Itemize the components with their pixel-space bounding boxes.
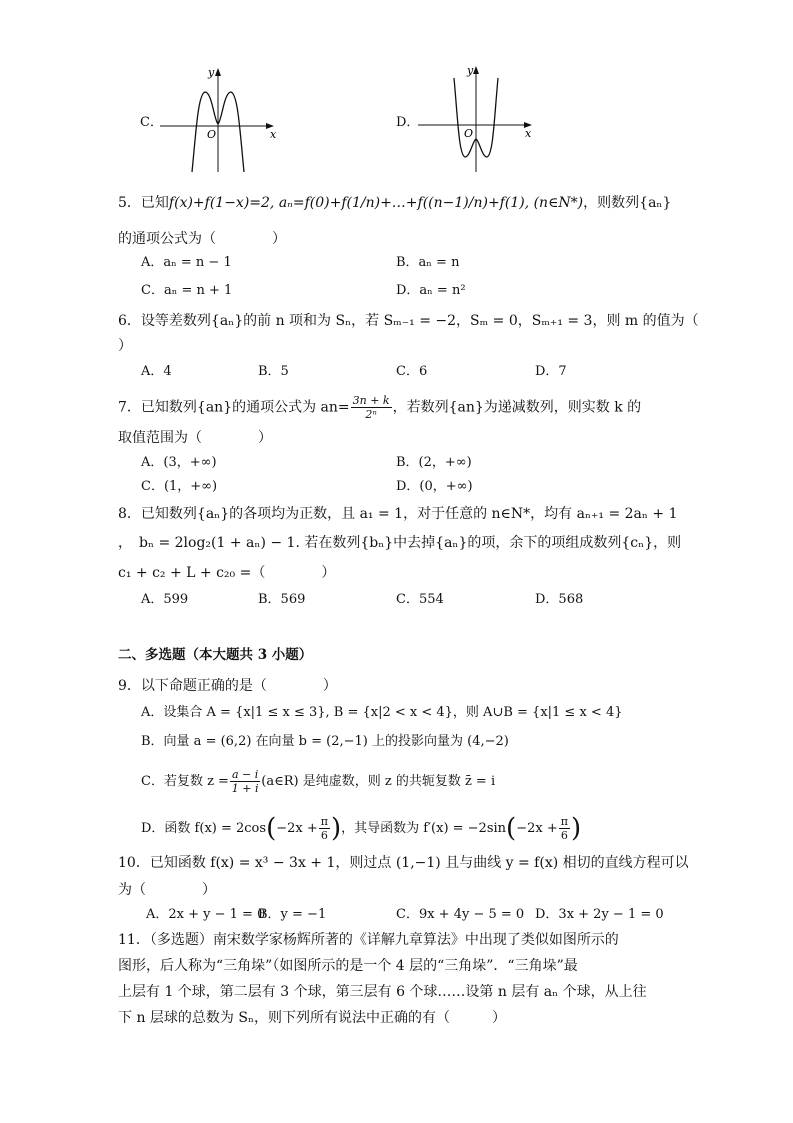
q7-option-c: C．(1，+∞) <box>141 479 218 494</box>
c-axis-x: x <box>270 128 277 141</box>
q6-line2: ） <box>118 338 132 354</box>
q5-option-c: C．aₙ = n + 1 <box>141 283 233 298</box>
q11-line2: 图形，后人称为“三角垛”（如图所示的是一个 4 层的“三角垛”．“三角垛”最 <box>118 958 578 974</box>
q8-option-d: D．568 <box>535 592 584 607</box>
q7-suffix: ，若数列{an}为递减数列，则实数 k 的 <box>392 399 642 416</box>
q5-expression: f(x)+f(1−x)=2, aₙ=f(0)+f(1/n)+…+f((n−1)/n)+f(1), (n∈N*) <box>168 195 584 211</box>
q10-option-d: D．3x + 2y − 1 = 0 <box>535 907 664 922</box>
q6-option-a: A．4 <box>141 364 172 379</box>
c-origin: O <box>207 128 217 141</box>
d-axis-y: y <box>467 64 474 77</box>
q6-option-c: C．6 <box>396 364 428 379</box>
q6-line1: 6．设等差数列{aₙ}的前 n 项和为 Sₙ，若 Sₘ₋₁ = −2，Sₘ = 0，Sₘ₊₁ = 3，则 m 的值为（ <box>118 313 699 329</box>
q7-prefix: 7．已知数列{an}的通项公式为 an= <box>118 399 350 416</box>
option-d-label: D． <box>396 115 420 130</box>
q9-option-b: B．向量 a = (6,2) 在向量 b = (2,−1) 上的投影向量为 (4,−2) <box>141 734 509 749</box>
section-title-multi-choice: 二、多选题（本大题共 3 小题） <box>118 647 313 663</box>
q6-option-d: D．7 <box>535 364 567 379</box>
q8-line2: ， bₙ = 2log₂(1 + aₙ) − 1. 若在数列{bₙ}中去掉{aₙ}的项，余下的项组成数列{cₙ}，则 <box>118 535 682 551</box>
q5-suffix: ，则数列{aₙ} <box>583 195 672 211</box>
q9-stem: 9．以下命题正确的是（ ） <box>118 678 337 694</box>
q7-option-d: D．(0，+∞) <box>396 479 473 494</box>
q8-line1: 8．已知数列{aₙ}的各项均为正数，且 a₁ = 1，对于任意的 n∈N*，均有 aₙ₊₁ = 2aₙ + 1 <box>118 506 678 522</box>
q5-option-d: D．aₙ = n² <box>396 283 466 298</box>
q10-option-b: B．y = −1 <box>258 907 327 922</box>
q11-line1: 11．（多选题）南宋数学家杨辉所著的《详解九章算法》中出现了类似如图所示的 <box>118 932 619 948</box>
d-axis-x: x <box>525 127 532 140</box>
option-c-label: C． <box>140 115 163 130</box>
graph-option-d <box>418 62 548 174</box>
q9-option-a: A．设集合 A = {x|1 ≤ x ≤ 3}, B = {x|2 < x < 4}，则 A∪B = {x|1 ≤ x < 4} <box>141 705 623 720</box>
q7-fraction: $\frac{3n + k}{\text{2ⁿ}}$ <box>352 394 390 421</box>
q7-option-b: B．(2，+∞) <box>396 455 472 470</box>
c-axis-y: y <box>208 66 215 79</box>
q10-option-c: C．9x + 4y − 5 = 0 <box>396 907 525 922</box>
q8-line3: c₁ + c₂ + L + c₂₀ =（ ） <box>118 565 336 581</box>
q9-option-d: D．函数 f(x) = 2cos(−2x + $\frac{\pi}{6}$ )，其导函数为 f′(x) = −2sin(−2x + $\frac{\pi}{6}$ ) <box>141 813 582 844</box>
q7-option-a: A．(3，+∞) <box>141 455 217 470</box>
q5-line1 <box>118 193 671 213</box>
q9-option-c: C．若复数 z = $\frac{a - i}{1 + i}$ (a∈R) 是纯虚数，则 z 的共轭复数 z̄ = i <box>141 768 496 795</box>
d-origin: O <box>464 127 474 140</box>
q10-option-a: A．2x + y − 1 = 0 <box>146 907 266 922</box>
q5-option-b: B．aₙ = n <box>396 255 460 270</box>
q5-line2: 的通项公式为（ ） <box>118 231 286 247</box>
q7-line1 <box>118 394 641 421</box>
q11-line4: 下 n 层球的总数为 Sₙ，则下列所有说法中正确的有（ ） <box>118 1010 507 1026</box>
q11-line3: 上层有 1 个球，第二层有 3 个球，第三层有 6 个球……设第 n 层有 aₙ 个球，从上往 <box>118 984 647 1000</box>
q8-option-c: C．554 <box>396 592 444 607</box>
graph-option-c <box>160 62 290 174</box>
q5-option-a: A．aₙ = n − 1 <box>141 255 232 270</box>
q7-line2: 取值范围为（ ） <box>118 430 272 446</box>
q10-line2: 为（ ） <box>118 882 216 898</box>
q6-option-b: B．5 <box>258 364 289 379</box>
q8-option-b: B．569 <box>258 592 306 607</box>
q9-c-fraction: $\frac{a - i}{1 + i}$ <box>231 768 259 795</box>
q10-line1: 10．已知函数 f(x) = x³ − 3x + 1，则过点 (1,−1) 且与曲线 y = f(x) 相切的直线方程可以 <box>118 855 689 871</box>
q8-option-a: A．599 <box>141 592 189 607</box>
q5-prefix: 5．已知 <box>118 195 169 211</box>
